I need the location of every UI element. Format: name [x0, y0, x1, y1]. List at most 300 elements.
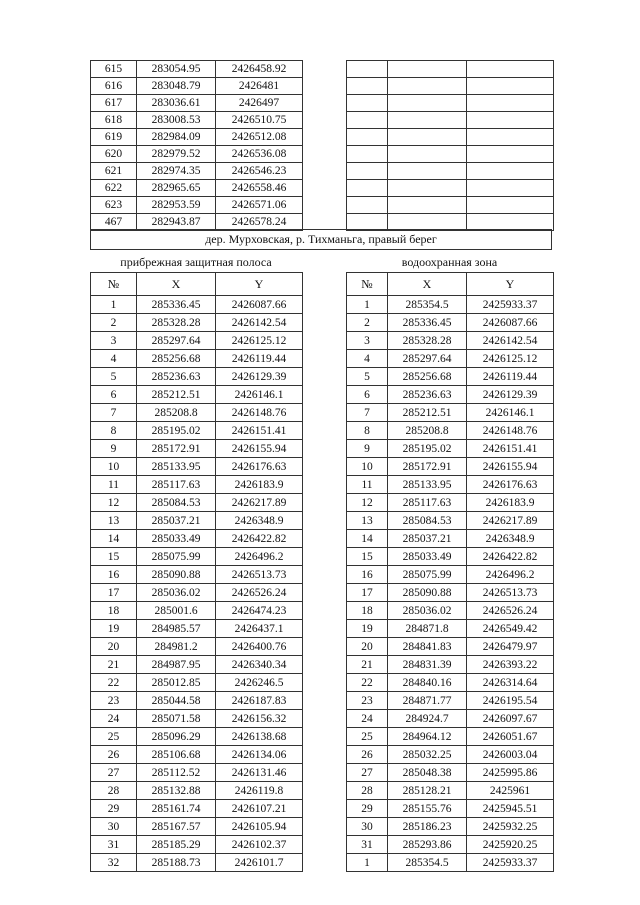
table-row	[347, 440, 554, 458]
y-coordinate-cell: 2426513.73	[216, 566, 303, 584]
y-coordinate-cell: 2426513.73	[467, 584, 554, 602]
x-coordinate-cell: 284871.8	[388, 620, 467, 638]
x-coordinate-cell: 285090.88	[137, 566, 216, 584]
table-row	[91, 584, 303, 602]
table-row	[91, 95, 303, 112]
table-row	[91, 197, 303, 214]
point-number-cell: 620	[91, 146, 137, 163]
point-number-cell: 13	[347, 512, 388, 530]
y-coordinate-cell: 2426496.2	[467, 566, 554, 584]
y-coordinate-cell: 2426437.1	[216, 620, 303, 638]
x-coordinate-cell	[388, 95, 467, 112]
x-coordinate-cell	[388, 61, 467, 78]
table-row	[91, 782, 303, 800]
y-coordinate-cell: 2426217.89	[467, 512, 554, 530]
y-coordinate-cell: 2426512.08	[216, 129, 303, 146]
point-number-cell: 12	[91, 494, 137, 512]
table-row	[347, 656, 554, 674]
point-number-cell	[347, 78, 388, 95]
y-coordinate-cell: 2426497	[216, 95, 303, 112]
table-row	[347, 458, 554, 476]
y-coordinate-cell: 2426481	[216, 78, 303, 95]
table-row	[347, 800, 554, 818]
y-coordinate-cell	[467, 95, 554, 112]
y-coordinate-cell: 2426526.24	[467, 602, 554, 620]
coastal-strip-table	[90, 272, 303, 872]
y-coordinate-cell: 2426217.89	[216, 494, 303, 512]
point-number-cell: 2	[91, 314, 137, 332]
x-coordinate-cell: 282943.87	[137, 214, 216, 231]
y-coordinate-cell	[467, 214, 554, 231]
table-row	[91, 180, 303, 197]
table-row	[347, 584, 554, 602]
y-coordinate-cell: 2426151.41	[216, 422, 303, 440]
x-coordinate-cell	[388, 146, 467, 163]
x-coordinate-cell: 285195.02	[388, 440, 467, 458]
point-number-cell: 20	[347, 638, 388, 656]
x-coordinate-cell: 285036.02	[388, 602, 467, 620]
y-coordinate-cell: 2426187.83	[216, 692, 303, 710]
table-row	[91, 854, 303, 872]
y-coordinate-cell: 2426183.9	[467, 494, 554, 512]
point-number-cell: 14	[91, 530, 137, 548]
point-number-cell: 615	[91, 61, 137, 78]
point-number-cell: 15	[347, 548, 388, 566]
point-number-cell: 6	[91, 386, 137, 404]
x-coordinate-cell: 285033.49	[388, 548, 467, 566]
x-coordinate-cell: 284964.12	[388, 728, 467, 746]
table-row	[347, 314, 554, 332]
y-coordinate-cell: 2426400.76	[216, 638, 303, 656]
y-coordinate-cell: 2426101.7	[216, 854, 303, 872]
table-row	[91, 458, 303, 476]
table-row	[347, 180, 554, 197]
table-row	[91, 674, 303, 692]
x-coordinate-cell: 285328.28	[137, 314, 216, 332]
table-row	[347, 548, 554, 566]
x-coordinate-cell: 285012.85	[137, 674, 216, 692]
y-coordinate-cell: 2426146.1	[216, 386, 303, 404]
table-row	[347, 818, 554, 836]
point-number-cell: 5	[91, 368, 137, 386]
y-coordinate-cell: 2426549.42	[467, 620, 554, 638]
y-coordinate-cell: 2426571.06	[216, 197, 303, 214]
table-row	[347, 836, 554, 854]
point-number-cell: 619	[91, 129, 137, 146]
x-coordinate-cell: 285297.64	[137, 332, 216, 350]
table-row	[91, 656, 303, 674]
point-number-cell	[347, 112, 388, 129]
table-row	[347, 512, 554, 530]
x-coordinate-cell	[388, 112, 467, 129]
table-row	[347, 422, 554, 440]
column-header-number: №	[91, 273, 137, 296]
table-row	[347, 129, 554, 146]
x-coordinate-cell: 285117.63	[137, 476, 216, 494]
table-row	[347, 350, 554, 368]
x-coordinate-cell: 285161.74	[137, 800, 216, 818]
x-coordinate-cell	[388, 129, 467, 146]
y-coordinate-cell: 2426148.76	[216, 404, 303, 422]
table-row	[91, 566, 303, 584]
table-row	[91, 620, 303, 638]
x-coordinate-cell: 285084.53	[388, 512, 467, 530]
point-number-cell	[347, 163, 388, 180]
table-row	[91, 214, 303, 231]
y-coordinate-cell	[467, 129, 554, 146]
table-row	[347, 95, 554, 112]
table-row	[347, 197, 554, 214]
x-coordinate-cell: 285293.86	[388, 836, 467, 854]
point-number-cell: 2	[347, 314, 388, 332]
point-number-cell: 17	[347, 584, 388, 602]
x-coordinate-cell: 284924.7	[388, 710, 467, 728]
table-row	[347, 764, 554, 782]
table-row	[91, 818, 303, 836]
point-number-cell: 31	[347, 836, 388, 854]
y-coordinate-cell: 2426087.66	[216, 296, 303, 314]
point-number-cell: 18	[347, 602, 388, 620]
point-number-cell: 26	[347, 746, 388, 764]
y-coordinate-cell	[467, 78, 554, 95]
point-number-cell: 26	[91, 746, 137, 764]
x-coordinate-cell	[388, 163, 467, 180]
y-coordinate-cell: 2425932.25	[467, 818, 554, 836]
table-row	[347, 404, 554, 422]
column-header-y: Y	[216, 273, 303, 296]
y-coordinate-cell: 2426526.24	[216, 584, 303, 602]
table-row	[91, 61, 303, 78]
table-row	[91, 404, 303, 422]
column-header-y: Y	[467, 273, 554, 296]
table-row	[91, 332, 303, 350]
table-row	[347, 476, 554, 494]
x-coordinate-cell: 284831.39	[388, 656, 467, 674]
table-row	[91, 512, 303, 530]
point-number-cell	[347, 214, 388, 231]
y-coordinate-cell: 2426393.22	[467, 656, 554, 674]
x-coordinate-cell: 285155.76	[388, 800, 467, 818]
x-coordinate-cell: 285071.58	[137, 710, 216, 728]
point-number-cell: 1	[91, 296, 137, 314]
x-coordinate-cell: 285328.28	[388, 332, 467, 350]
y-coordinate-cell: 2426142.54	[467, 332, 554, 350]
table-row	[347, 78, 554, 95]
table-row	[347, 214, 554, 231]
x-coordinate-cell: 282984.09	[137, 129, 216, 146]
table-row	[91, 112, 303, 129]
point-number-cell: 4	[91, 350, 137, 368]
point-number-cell: 10	[91, 458, 137, 476]
y-coordinate-cell: 2426536.08	[216, 146, 303, 163]
table-row	[347, 728, 554, 746]
y-coordinate-cell: 2426422.82	[216, 530, 303, 548]
point-number-cell	[347, 146, 388, 163]
section-title: дер. Мурховская, р. Тихманьга, правый берег	[90, 229, 552, 250]
point-number-cell: 10	[347, 458, 388, 476]
x-coordinate-cell	[388, 78, 467, 95]
water-protection-zone-subtitle: водоохранная зона	[401, 255, 498, 269]
x-coordinate-cell: 285256.68	[388, 368, 467, 386]
x-coordinate-cell: 285167.57	[137, 818, 216, 836]
point-number-cell: 20	[91, 638, 137, 656]
empty-coordinates-table	[346, 60, 554, 231]
point-number-cell: 12	[347, 494, 388, 512]
table-row	[91, 800, 303, 818]
table-row	[347, 386, 554, 404]
x-coordinate-cell: 285048.38	[388, 764, 467, 782]
point-number-cell: 4	[347, 350, 388, 368]
point-number-cell: 3	[347, 332, 388, 350]
point-number-cell: 24	[347, 710, 388, 728]
y-coordinate-cell	[467, 163, 554, 180]
y-coordinate-cell: 2426142.54	[216, 314, 303, 332]
table-row	[91, 314, 303, 332]
x-coordinate-cell: 285208.8	[388, 422, 467, 440]
y-coordinate-cell: 2426176.63	[467, 476, 554, 494]
y-coordinate-cell: 2426348.9	[216, 512, 303, 530]
x-coordinate-cell: 282953.59	[137, 197, 216, 214]
table-row	[347, 602, 554, 620]
table-row	[91, 422, 303, 440]
x-coordinate-cell: 285037.21	[388, 530, 467, 548]
point-number-cell: 32	[91, 854, 137, 872]
table-row	[91, 692, 303, 710]
point-number-cell: 618	[91, 112, 137, 129]
y-coordinate-cell: 2426151.41	[467, 440, 554, 458]
table-row	[347, 530, 554, 548]
table-row	[347, 112, 554, 129]
x-coordinate-cell: 285195.02	[137, 422, 216, 440]
x-coordinate-cell: 285106.68	[137, 746, 216, 764]
point-number-cell: 8	[91, 422, 137, 440]
x-coordinate-cell: 283008.53	[137, 112, 216, 129]
point-number-cell: 25	[91, 728, 137, 746]
table-row	[347, 296, 554, 314]
x-coordinate-cell: 285212.51	[388, 404, 467, 422]
x-coordinate-cell: 285297.64	[388, 350, 467, 368]
point-number-cell: 1	[347, 854, 388, 872]
x-coordinate-cell	[388, 197, 467, 214]
y-coordinate-cell: 2426119.44	[467, 368, 554, 386]
x-coordinate-cell: 285336.45	[137, 296, 216, 314]
x-coordinate-cell: 284871.77	[388, 692, 467, 710]
y-coordinate-cell: 2426097.67	[467, 710, 554, 728]
point-number-cell: 5	[347, 368, 388, 386]
y-coordinate-cell: 2426146.1	[467, 404, 554, 422]
point-number-cell: 28	[91, 782, 137, 800]
table-row	[347, 146, 554, 163]
point-number-cell: 29	[91, 800, 137, 818]
point-number-cell: 23	[91, 692, 137, 710]
table-row	[347, 710, 554, 728]
point-number-cell	[347, 129, 388, 146]
table-row	[91, 476, 303, 494]
y-coordinate-cell: 2425920.25	[467, 836, 554, 854]
point-number-cell: 13	[91, 512, 137, 530]
y-coordinate-cell	[467, 180, 554, 197]
point-number-cell: 22	[347, 674, 388, 692]
y-coordinate-cell	[467, 61, 554, 78]
x-coordinate-cell: 283036.61	[137, 95, 216, 112]
table-row	[91, 494, 303, 512]
point-number-cell: 21	[91, 656, 137, 674]
table-row	[91, 710, 303, 728]
point-number-cell: 467	[91, 214, 137, 231]
x-coordinate-cell: 285112.52	[137, 764, 216, 782]
y-coordinate-cell: 2426458.92	[216, 61, 303, 78]
point-number-cell: 9	[347, 440, 388, 458]
table-row	[91, 163, 303, 180]
y-coordinate-cell: 2425945.51	[467, 800, 554, 818]
x-coordinate-cell: 285172.91	[388, 458, 467, 476]
y-coordinate-cell: 2425961	[467, 782, 554, 800]
point-number-cell: 1	[347, 296, 388, 314]
point-number-cell	[347, 95, 388, 112]
y-coordinate-cell	[467, 197, 554, 214]
y-coordinate-cell: 2426119.44	[216, 350, 303, 368]
y-coordinate-cell	[467, 112, 554, 129]
point-number-cell: 28	[347, 782, 388, 800]
table-row	[347, 368, 554, 386]
y-coordinate-cell: 2426155.94	[216, 440, 303, 458]
y-coordinate-cell: 2426125.12	[216, 332, 303, 350]
x-coordinate-cell: 282979.52	[137, 146, 216, 163]
point-number-cell: 8	[347, 422, 388, 440]
x-coordinate-cell: 285188.73	[137, 854, 216, 872]
y-coordinate-cell: 2425995.86	[467, 764, 554, 782]
table-row	[91, 368, 303, 386]
y-coordinate-cell: 2426314.64	[467, 674, 554, 692]
y-coordinate-cell: 2426176.63	[216, 458, 303, 476]
table-row	[91, 764, 303, 782]
point-number-cell: 19	[347, 620, 388, 638]
point-number-cell	[347, 180, 388, 197]
point-number-cell: 16	[347, 566, 388, 584]
x-coordinate-cell: 285185.29	[137, 836, 216, 854]
x-coordinate-cell: 282965.65	[137, 180, 216, 197]
x-coordinate-cell: 285084.53	[137, 494, 216, 512]
column-header-x: X	[388, 273, 467, 296]
continued-coordinates-table	[90, 60, 303, 231]
point-number-cell: 16	[91, 566, 137, 584]
point-number-cell: 31	[91, 836, 137, 854]
point-number-cell: 30	[91, 818, 137, 836]
point-number-cell: 27	[347, 764, 388, 782]
point-number-cell: 29	[347, 800, 388, 818]
x-coordinate-cell: 284985.57	[137, 620, 216, 638]
table-row	[91, 602, 303, 620]
x-coordinate-cell: 285036.02	[137, 584, 216, 602]
y-coordinate-cell: 2426546.23	[216, 163, 303, 180]
point-number-cell: 621	[91, 163, 137, 180]
x-coordinate-cell: 285256.68	[137, 350, 216, 368]
x-coordinate-cell: 285075.99	[137, 548, 216, 566]
x-coordinate-cell: 285236.63	[137, 368, 216, 386]
x-coordinate-cell: 283054.95	[137, 61, 216, 78]
y-coordinate-cell: 2426129.39	[467, 386, 554, 404]
x-coordinate-cell: 283048.79	[137, 78, 216, 95]
table-row	[347, 332, 554, 350]
y-coordinate-cell: 2426125.12	[467, 350, 554, 368]
table-row	[91, 638, 303, 656]
table-row	[347, 61, 554, 78]
table-row	[347, 746, 554, 764]
point-number-cell: 3	[91, 332, 137, 350]
x-coordinate-cell: 285032.25	[388, 746, 467, 764]
y-coordinate-cell: 2426131.46	[216, 764, 303, 782]
table-row	[91, 386, 303, 404]
point-number-cell: 18	[91, 602, 137, 620]
table-row	[91, 129, 303, 146]
y-coordinate-cell: 2426578.24	[216, 214, 303, 231]
table-row	[91, 440, 303, 458]
y-coordinate-cell: 2425933.37	[467, 296, 554, 314]
y-coordinate-cell: 2426087.66	[467, 314, 554, 332]
point-number-cell: 616	[91, 78, 137, 95]
x-coordinate-cell: 285128.21	[388, 782, 467, 800]
y-coordinate-cell: 2426156.32	[216, 710, 303, 728]
y-coordinate-cell: 2426474.23	[216, 602, 303, 620]
x-coordinate-cell: 285208.8	[137, 404, 216, 422]
y-coordinate-cell: 2425933.37	[467, 854, 554, 872]
y-coordinate-cell: 2426134.06	[216, 746, 303, 764]
point-number-cell: 17	[91, 584, 137, 602]
y-coordinate-cell: 2426246.5	[216, 674, 303, 692]
table-row	[91, 728, 303, 746]
x-coordinate-cell: 285336.45	[388, 314, 467, 332]
y-coordinate-cell: 2426148.76	[467, 422, 554, 440]
x-coordinate-cell: 285096.29	[137, 728, 216, 746]
x-coordinate-cell: 284987.95	[137, 656, 216, 674]
x-coordinate-cell: 285354.5	[388, 854, 467, 872]
y-coordinate-cell: 2426051.67	[467, 728, 554, 746]
y-coordinate-cell: 2426102.37	[216, 836, 303, 854]
point-number-cell: 27	[91, 764, 137, 782]
point-number-cell: 21	[347, 656, 388, 674]
x-coordinate-cell: 285117.63	[388, 494, 467, 512]
x-coordinate-cell: 284840.16	[388, 674, 467, 692]
x-coordinate-cell: 285133.95	[388, 476, 467, 494]
x-coordinate-cell: 285132.88	[137, 782, 216, 800]
point-number-cell: 11	[91, 476, 137, 494]
y-coordinate-cell: 2426510.75	[216, 112, 303, 129]
x-coordinate-cell: 285090.88	[388, 584, 467, 602]
x-coordinate-cell: 285075.99	[388, 566, 467, 584]
column-header-x: X	[137, 273, 216, 296]
y-coordinate-cell: 2426496.2	[216, 548, 303, 566]
table-row	[347, 674, 554, 692]
table-row	[91, 146, 303, 163]
x-coordinate-cell: 285354.5	[388, 296, 467, 314]
point-number-cell: 7	[347, 404, 388, 422]
table-row	[91, 836, 303, 854]
y-coordinate-cell: 2426479.97	[467, 638, 554, 656]
point-number-cell: 25	[347, 728, 388, 746]
point-number-cell: 22	[91, 674, 137, 692]
point-number-cell: 14	[347, 530, 388, 548]
x-coordinate-cell: 285044.58	[137, 692, 216, 710]
point-number-cell: 30	[347, 818, 388, 836]
table-row	[91, 548, 303, 566]
x-coordinate-cell: 285033.49	[137, 530, 216, 548]
point-number-cell: 617	[91, 95, 137, 112]
table-row	[347, 620, 554, 638]
x-coordinate-cell: 285133.95	[137, 458, 216, 476]
table-row	[347, 854, 554, 872]
y-coordinate-cell: 2426003.04	[467, 746, 554, 764]
y-coordinate-cell	[467, 146, 554, 163]
